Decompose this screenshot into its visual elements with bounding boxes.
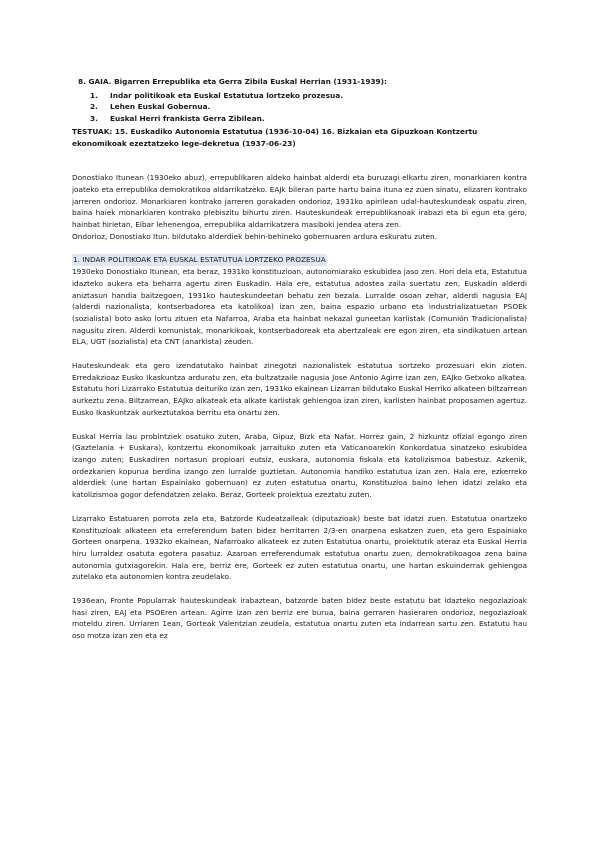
list-item [90, 101, 527, 113]
body-paragraph: Lizarrako Estatuaren porrota zela eta, Batzorde Kudeatzaileak (diputazioak) beste bat idatzi zuen. Estatutua onartzeko Konstituzioak alkateen eta erreferendum baten bidez herritarren 2/3-en onarpena eskatzen zuen, eta gero Espainiako Gorteen onarpena. 1932ko ekainean, Nafarroako alkateek ez zuten Estatutua onartu, proiektutik ateraz eta Euskal Herria hiru lurraldez osatuta egotera pasatuz. Azaroan erreferendumak estatutua onartu zuen, demokratikoagoa zena baina autonomia gutxiagorekin. Hala ere, berriz ere, Gorteek ez zuten estatutua onartu, une hartan eskuinderrak gehiengoa zutelako eta autonomien kontra zeudelako. [72, 513, 527, 582]
page-title: 8. GAIA. Bigarren Errepublika eta Gerra Zibila Euskal Herrian (1931-1939): [78, 77, 387, 86]
body-paragraph: Hauteskundeak eta gero izendatutako hainbat zinegotzi nazionalistek estatutua sortzeko prozesuari ekin zioten. Erredakzioaz Eusko Ikaskuntza arduratu zen, eta bultzatzaile nagusia Jose Antonio Agirre izan zen, EAJko Getxoko alkatea. Estatutu hori Lizarrako Estatutua deituriko izan zen, 1931ko ekainean Lizarran bildutako Euskal Herriko alkateen biltzarrean aurkeztu zena. Biltzarrean, EAJko alkateak eta alkate karlistak gehiengoa izan ziren, karlisten hainbat proposamen agertuz. Eusko Ikaskuntzak aurkeztutakoa berritu eta onartu zen. [72, 361, 527, 417]
list-text: Lehen Euskal Gobernua. [110, 102, 211, 112]
topic-list [72, 90, 527, 125]
intro-paragraph: Ondorioz, Donostiako Itun. bildutako alderdiek behin-behineko gobernuaren ardura eskuratu zuten. [72, 231, 438, 241]
list-item [90, 90, 527, 102]
body-paragraph: Euskal Herria lau probintziek osatuko zuten, Araba, Gipuz, Bizk eta Nafar. Horrez gain, 2 hizkuntz ofizial egongo ziren (Gaztelania + Euskara), kontzertu ekonomikoak jarraituko zuten eta Vaticanoarekin Konkordatua sinatzeko eskubidea izango zuten; Euskadiren nortasun propioari eutsiz, euskara, autonomia fiskala eta katolizismoa babestuz. Azkenik, ordezkarien kopurua berdina izango zen lurralde guztietan. Autonomia handiko estatutua izan zen. Hala ere, ezkerreko alderdiek (une hartan Espainiako gobernuan) ez zuten estatutua onartu, Konstituzioa baino lehen idatzi zelako eta katolizismoa gogor defendatzen zelako. Beraz, Gorteek proiektua ezeztatu zuten. [72, 431, 527, 500]
section-title-highlight: 1. INDAR POLITIKOAK ETA EUSKAL ESTATUTUA LORTZEKO PROZESUA [73, 255, 326, 265]
document-page [72, 76, 527, 642]
texts-reference: TESTUAK: 15. Euskadiko Autonomia Estatutua (1936-10-04) 16. Bizkaian eta Gipuzkoan Kontzertu ekonomikoak ezeztatzeko lege-dekretua (1937-06-23) [72, 126, 478, 148]
list-text: Euskal Herri frankista Gerra Zibilean. [110, 114, 265, 124]
list-number: 3. [90, 114, 98, 124]
list-number: 2. [90, 102, 98, 112]
list-item [90, 113, 527, 125]
body-paragraph: 1936ean, Fronte Popularrak hauteskundeak irabaztean, batzorde baten bidez beste estatutu bat idazteko negoziazioak hasi ziren, EAJ eta PSOEren artean. Agirre izan zen berriz ere burua, baina gerraren hasieraren ondorioz, negoziazioak moteldu ziren. Urriaren 1ean, Gorteak Valentzian zeudela, estatutua onartu zuten eta indarrean sartu zen. Estatutu hau oso motza izan zen eta ez [72, 596, 527, 641]
section-heading [72, 254, 527, 266]
body-paragraph: 1930eko Donostiako Itunean, eta beraz, 1931ko konstituzioan, autonomiarako eskubidea jaso zen. Hori dela eta, Estatutua idazteko aukera eta beharra agertu ziren Euskadin. Hala ere, estatutua adostea zaila suertatu zen, Euskadin alderdi aniztasun handia baitzegoen, 1931ko hauteskundeetan behatu zen bezala. Lurralde osoan zehar, alderdi nagusia EAJ (alderdi nazionalista, kontserbadorea eta katolikoa) izan zen, baina espazio urbano eta industrializatuetan PSOEk (sozialista) boto asko lortu zituen eta Nafarroa, Araba eta hainbat nekazal guneetan karlistak (Comunión Tradicionalista) nagusitu ziren. Alderdi komunistak, monarkikoak, kontserbadoreak eta abertzaleak ere egon ziren, eta sindikatuen artean ELA, UGT (sozialista) eta CNT (anarkista) zeuden. [72, 267, 527, 347]
list-text: Indar politikoak eta Euskal Estatutua lortzeko prozesua. [110, 90, 343, 100]
list-number: 1. [90, 90, 98, 100]
intro-paragraph: Donostiako Itunean (1930eko abuz), errepublikaren aldeko hainbat alderdi eta buruzagi elkartu ziren, monarkiaren kontra joateko eta errepublika demokratikoa aldarrikatzeko. EAJk bileran parte hartu baina ituna ez zuen sinatu, elizaren kontrako jarreren ondorioz. Monarkiaren kontrako jarreren gorakaden ondorioz, 1931ko apirilean udal-hauteskundeak ospatu ziren, baina haiek monarkiaren kontrako plebiszitu bihurtu ziren. Hauteskundeak errepublikanoak irabazi eta bi egun eta gero, hainbat hirietan, Eibar lehenengoa, errepublika aldarrikatzera masiboki jendea atera zen. [72, 173, 527, 230]
